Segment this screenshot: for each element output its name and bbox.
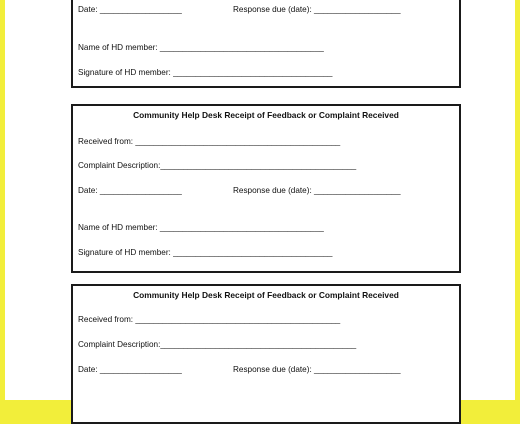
receipt-form-3 [71, 284, 461, 424]
receipt-title: Community Help Desk Receipt of Feedback or Complaint Received [133, 110, 399, 120]
response-due-line: Response due (date): ___________________ [233, 5, 401, 14]
response-due-line: Response due (date): ___________________ [233, 365, 401, 374]
date-line: Date: __________________ [78, 186, 182, 195]
response-due-line: Response due (date): ___________________ [233, 186, 401, 195]
hd-member-name-line: Name of HD member: ____________________________________ [78, 223, 324, 232]
complaint-description-line: Complaint Description:___________________________________________ [78, 161, 357, 170]
hd-member-signature-line: Signature of HD member: ___________________________________ [78, 248, 333, 257]
receipt-title: Community Help Desk Receipt of Feedback or Complaint Received [133, 290, 399, 300]
complaint-description-line: Complaint Description:___________________________________________ [78, 340, 357, 349]
date-line: Date: __________________ [78, 365, 182, 374]
hd-member-name-line: Name of HD member: ____________________________________ [78, 43, 324, 52]
receipt-form-1 [71, 0, 461, 88]
form-page [5, 0, 515, 400]
receipt-form-2 [71, 104, 461, 273]
received-from-line: Received from: _____________________________________________ [78, 137, 341, 146]
hd-member-signature-line: Signature of HD member: ___________________________________ [78, 68, 333, 77]
date-line: Date: __________________ [78, 5, 182, 14]
received-from-line: Received from: _____________________________________________ [78, 315, 341, 324]
